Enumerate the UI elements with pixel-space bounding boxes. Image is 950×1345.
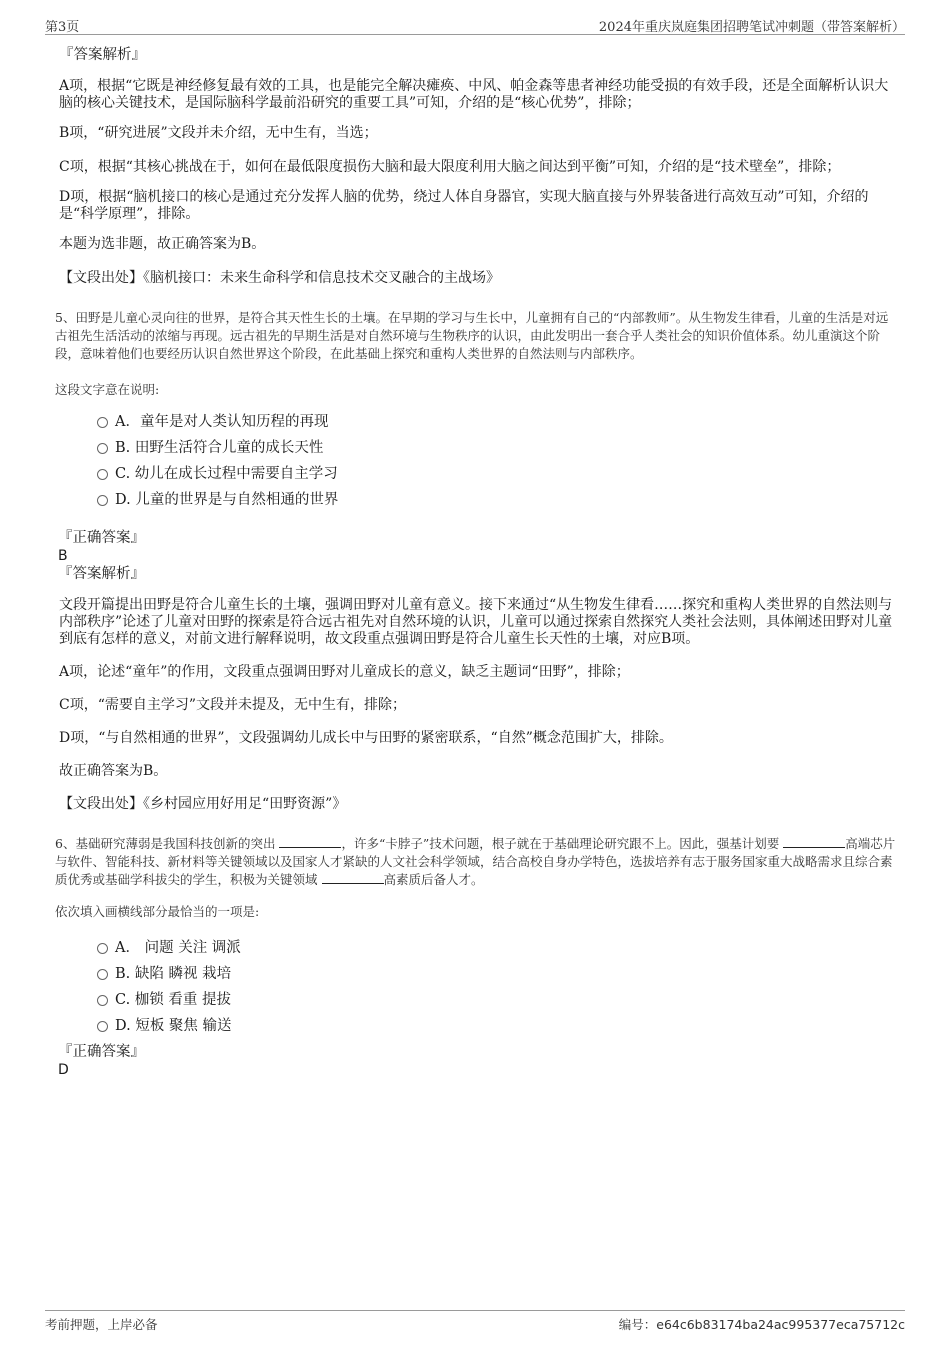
radio-icon[interactable] [97, 995, 108, 1006]
q6-option-c[interactable]: C. 枷锁 看重 提拔 [55, 987, 900, 1013]
q6-section [55, 835, 900, 1079]
q4-analysis-a: A项，根据“它既是神经修复最有效的工具，也是能完全解决瘫痪、中风、帕金森等患者神经功能受损的有效手段，还是全面解析认识大脑的核心关键技术，是国际脑科学最前沿研究的重要工具”可知，介绍的是“核心优势”，排除； [59, 78, 889, 111]
page-header [45, 14, 905, 35]
q5-option-b[interactable]: B. 田野生活符合儿童的成长天性 [55, 435, 900, 461]
radio-icon[interactable] [97, 969, 108, 980]
q4-analysis-c: C项，根据“其核心挑战在于，如何在最低限度损伤大脑和最大限度利用大脑之间达到平衡”可知，介绍的是“技术壁垒”，排除； [59, 159, 841, 175]
q5-option-d[interactable]: D. 儿童的世界是与自然相通的世界 [55, 487, 900, 513]
q4-section [59, 46, 900, 287]
radio-icon[interactable] [97, 495, 108, 506]
q6-prompt: 依次填入画横线部分最恰当的一项是: [55, 904, 260, 919]
q5-analysis-a: A项，论述“童年”的作用，文段重点强调田野对儿童成长的意义，缺乏主题词“田野”，排除； [59, 664, 630, 680]
radio-icon[interactable] [97, 417, 108, 428]
q5-analysis-d: D项，“与自然相通的世界”，文段强调幼儿成长中与田野的紧密联系，“自然”概念范围扩大，排除。 [59, 730, 673, 746]
q6-options [55, 935, 900, 1039]
q5-stem: 5、田野是儿童心灵向往的世界，是符合其天性生长的土壤。在早期的学习与生长中，儿童拥有自己的“内部教师”。从生物发生律看，儿童的生活是对远古祖先生活活动的浓缩与再现。远古祖先的早期生活是对自然环境与生物秩序的认识，由此发明出一套合乎人类社会的知识价值体系。幼儿重演这个阶段，意味着他们也要经历认识自然世界这个阶段，在此基础上探究和重构人类世界的自然法则与内部秩序。 [55, 310, 889, 361]
q5-option-a[interactable]: A．童年是对人类认知历程的再现 [55, 409, 900, 435]
q6-answer: D [58, 1062, 69, 1078]
radio-icon[interactable] [97, 443, 108, 454]
blank-3 [322, 871, 384, 884]
q6-stem: 6、基础研究薄弱是我国科技创新的突出 ，许多“卡脖子”技术问题，根子就在于基础理论研究跟不上。因此，强基计划要 高端芯片与软件、智能科技、新材料等关键领域以及国家人才紧缺的人文社会科学领域，结合高校自身办学特色，选拔培养有志于服务国家重大战略需求且综合素质优秀或基础学科拔尖的学生，积极为关键领域 高素质后备人才。 [55, 836, 896, 887]
radio-icon[interactable] [97, 943, 108, 954]
q6-option-a[interactable]: A． 问题 关注 调派 [55, 935, 900, 961]
q5-source: 【文段出处】《乡村园应用好用足“田野资源”》 [59, 796, 347, 812]
q6-option-d[interactable]: D. 短板 聚焦 输送 [55, 1013, 900, 1039]
document-title: 2024年重庆岚庭集团招聘笔试冲刺题（带答案解析） [598, 20, 905, 35]
q4-conclusion: 本题为选非题，故正确答案为B。 [59, 236, 266, 252]
q5-option-c[interactable]: C. 幼儿在成长过程中需要自主学习 [55, 461, 900, 487]
q5-analysis-tag: 『答案解析』 [58, 566, 145, 582]
footer-code: 编号：e64c6b83174ba24ac995377eca75712c [618, 1317, 905, 1332]
q5-answer: B [58, 548, 68, 564]
radio-icon[interactable] [97, 469, 108, 480]
page-footer [45, 1310, 905, 1333]
q5-section [55, 309, 900, 813]
q5-conclusion: 故正确答案为B。 [59, 763, 168, 779]
footer-slogan: 考前押题，上岸必备 [45, 1317, 158, 1332]
page-number: 第3页 [45, 20, 80, 35]
page-content [55, 46, 900, 1079]
q4-source: 【文段出处】《脑机接口：未来生命科学和信息技术交叉融合的主战场》 [59, 270, 500, 286]
q5-options [55, 409, 900, 513]
q4-analysis-d: D项，根据“脑机接口的核心是通过充分发挥人脑的优势，绕过人体自身器官，实现大脑直接与外界装备进行高效互动”可知，介绍的是“科学原理”，排除。 [59, 189, 869, 222]
q5-analysis-c: C项，“需要自主学习”文段并未提及，无中生有，排除； [59, 697, 407, 713]
q5-prompt: 这段文字意在说明: [55, 382, 160, 397]
q5-analysis-main: 文段开篇提出田野是符合儿童生长的土壤，强调田野对儿童有意义。接下来通过“从生物发生律看……探究和重构人类世界的自然法则与内部秩序”论述了儿童对田野的探索是符合远古祖先对自然环境的认识，儿童可以通过探索自然探究人类社会法则，具体阐述田野对儿童到底有怎样的意义，对前文进行解释说明，故文段重点强调田野是符合儿童生长天性的土壤，对应B项。 [59, 597, 893, 647]
q6-option-b[interactable]: B. 缺陷 瞵视 栽培 [55, 961, 900, 987]
blank-2 [783, 835, 845, 848]
q4-analysis-tag: 『答案解析』 [59, 47, 146, 63]
q6-answer-tag: 『正确答案』 [58, 1044, 145, 1060]
q4-analysis-b: B项，“研究进展”文段并未介绍，无中生有，当选； [59, 125, 378, 141]
blank-1 [279, 835, 341, 848]
radio-icon[interactable] [97, 1021, 108, 1032]
q5-answer-tag: 『正确答案』 [58, 530, 145, 546]
